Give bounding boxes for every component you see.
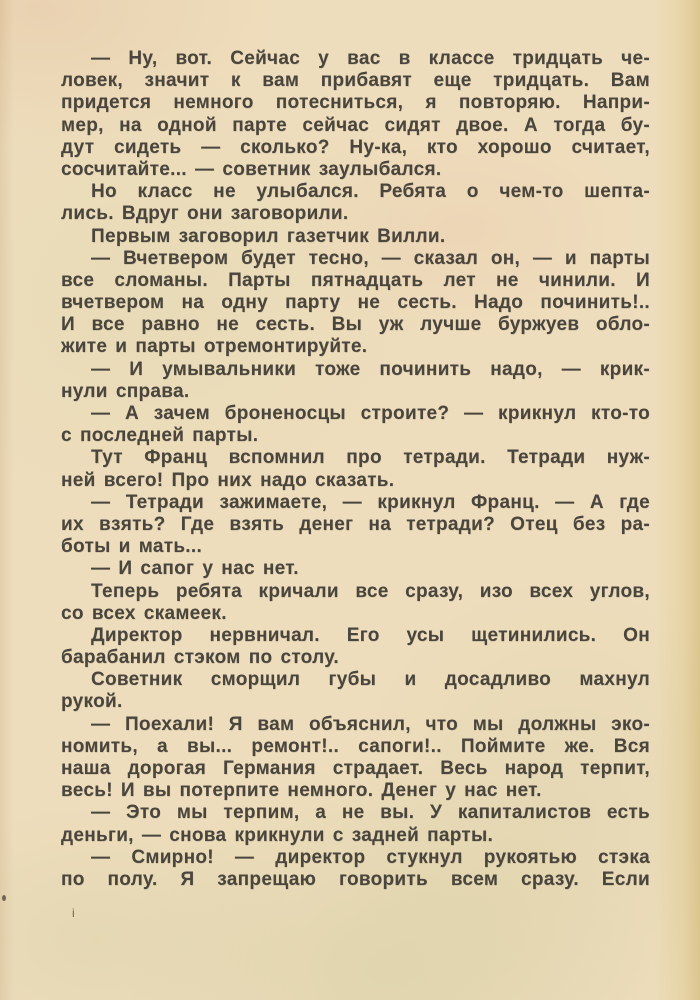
text-line: ней всего! Про них надо сказать. (61, 469, 395, 491)
text-line: — Смирно! — директор стукнул рукоятью стэка (91, 846, 650, 868)
ink-speck (2, 895, 6, 901)
text-line: барабанил стэком по столу. (61, 647, 340, 669)
text-line: вчетвером на одну парту не сесть. Надо починить!.. (61, 292, 650, 314)
text-line: — Это мы терпим, а не вы. У капиталистов есть (91, 802, 650, 824)
text-line: боты и мать... (61, 536, 203, 558)
text-line: Тут Франц вспомнил про тетради. Тетради нуж- (91, 447, 650, 469)
text-line: жите и парты отремонтируйте. (61, 336, 368, 358)
text-line: придется немного потесниться, я повторяю. Напри- (61, 92, 650, 114)
text-line: нули справа. (61, 380, 190, 402)
signature-mark: i (72, 906, 76, 920)
text-line: лись. Вдруг они заговорили. (61, 203, 349, 225)
text-line: весь! И вы потерпите немного. Денег у нас нет. (61, 780, 542, 802)
text-line: со всех скамеек. (61, 602, 227, 624)
text-line: Советник сморщил губы и досадливо махнул (91, 669, 650, 691)
text-line: номить, а вы... ремонт!.. сапоги!.. Поймите же. Вся (61, 735, 650, 757)
text-line: рукой. (61, 691, 123, 713)
text-line: И все равно не сесть. Вы уж лучше буржуев обло- (61, 314, 650, 336)
text-line: наша дорогая Германия страдает. Весь народ терпит, (61, 758, 650, 779)
text-line: — Ну, вот. Сейчас у вас в классе тридцать че- (91, 48, 650, 69)
text-line: сосчитайте... — советник заулыбался. (61, 158, 442, 180)
text-line: дут сидеть — сколько? Ну-ка, кто хорошо считает, (61, 136, 650, 158)
text-line: — Поехали! Я вам объяснил, что мы должны эко- (91, 713, 650, 735)
text-line: — Тетради зажимаете, — крикнул Франц. — А где (91, 491, 650, 513)
text-line: с последней парты. (61, 425, 259, 447)
page-text (61, 48, 650, 891)
text-line: — Вчетвером будет тесно, — сказал он, — и парты (91, 247, 650, 269)
text-line: ловек, значит к вам прибавят еще тридцать. Вам (61, 70, 650, 92)
text-line: — И сапог у нас нет. (91, 558, 299, 580)
text-line: — А зачем броненосцы строите? — крикнул кто-то (91, 403, 650, 424)
text-line: мер, на одной парте сейчас сидят двое. А тогда бу- (61, 114, 650, 136)
text-line: их взять? Где взять денег на тетради? Отец без ра- (61, 513, 650, 535)
text-line: Но класс не улыбался. Ребята о чем-то шепта- (91, 181, 650, 203)
text-line: Теперь ребята кричали все сразу, изо всех углов, (91, 580, 650, 602)
text-line: деньги, — снова крикнули с задней парты. (61, 824, 494, 846)
text-line: — И умывальники тоже починить надо, — крик- (91, 358, 650, 380)
text-line: по полу. Я запрещаю говорить всем сразу. Если (61, 868, 650, 890)
text-line: все сломаны. Парты пятнадцать лет не чинили. И (61, 269, 650, 291)
text-line: Первым заговорил газетчик Вилли. (91, 225, 446, 247)
text-line: Директор нервничал. Его усы щетинились. Он (91, 624, 650, 646)
